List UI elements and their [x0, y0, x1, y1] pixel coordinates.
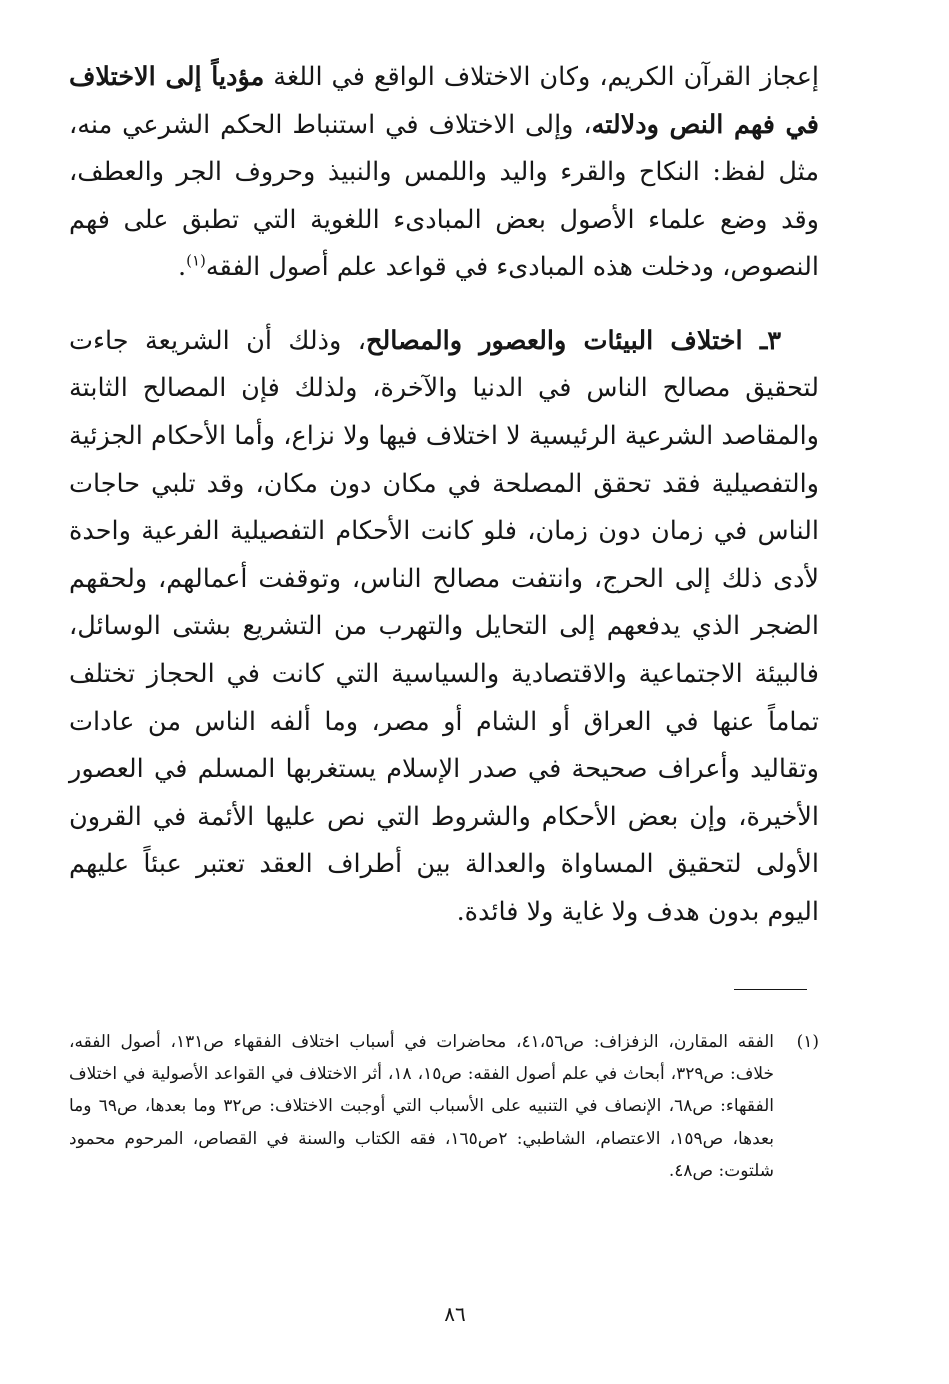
text-run: إعجاز القرآن الكريم، وكان الاختلاف الواقع في اللغة — [264, 62, 819, 92]
footnote-reference: (١) — [186, 251, 206, 270]
body-text — [69, 54, 819, 936]
text-run: ، وإلى الاختلاف في استنباط الحكم الشرعي منه، مثل لفظ: النكاح والقرء واليد واللمس والنبيذ وحروف الجر والعطف، وقد وضع علماء الأصول بعض المبادىء اللغوية التي تطبق على فهم النصوص، ودخلت هذه المبادىء في قواعد علم أصول الفقه — [69, 109, 819, 283]
footnote-number: (١) — [796, 1032, 819, 1052]
paragraph — [69, 318, 819, 937]
section-heading: ٣ـ اختلاف البيئات والعصور والمصالح — [366, 325, 782, 356]
bold-phrase: مؤدياً إلى الاختلاف في فهم النص ودلالته — [69, 62, 819, 140]
footnote-divider — [734, 989, 807, 990]
page-number: ٨٦ — [444, 1302, 466, 1326]
text-run: . — [178, 252, 187, 283]
text-run: ، وذلك أن الشريعة جاءت لتحقيق مصالح الناس في الدنيا والآخرة، ولذلك فإن المصالح الثابتة والمقاصد الشرعية الرئيسية لا اختلاف فيها ولا نزاع، وأما الأحكام الجزئية والتفصيلية فقد تحقق المصلحة في مكان دون مكان، وقد تلبي حاجات الناس في زمان دون زمان، فلو كانت الأحكام التفصيلية الفرعية واحدة لأدى ذلك إلى الحرج، وانتفت مصالح الناس، وتوقفت أعمالهم، ولحقهم الضجر الذي يدفعهم إلى التحايل والتهرب من التشريع بشتى الوسائل، فالبيئة الاجتماعية والاقتصادية والسياسية التي كانت في الحجاز تختلف تماماً عنها في العراق أو الشام أو مصر، وما ألفه الناس من عادات وتقاليد وأعراف صحيحة في صدر الإسلام يستغربها المسلم في العصور الأخيرة، وإن بعض الأحكام والشروط التي نص عليها الأئمة في القرون الأولى لتحقيق المساواة والعدالة بين أطراف العقد تعتبر عبئاً عليهم اليوم بدون هدف ولا غاية ولا فائدة. — [69, 325, 819, 927]
paragraph — [69, 54, 819, 292]
footnote-text: الفقه المقارن، الزفزاف: ص٤١،٥٦، محاضرات في أسباب اختلاف الفقهاء ص١٣١، أصول الفقه، خلاف: ص٣٢٩، أبحاث في علم أصول الفقه: ص١٥، ١٨، أثر الاختلاف في القواعد الأصولية في اختلاف الفقهاء: ص٦٨، الإنصاف في التنبيه على الأسباب التي أوجبت الاختلاف: ص٣٢ وما بعدها، ص٦٩ وما بعدها، ص١٥٩، الاعتصام، الشاطبي: ٢ص١٦٥، فقه الكتاب والسنة في القصاص، المرحوم محمود شلتوت: ص٤٨. — [69, 1032, 774, 1181]
footnote — [69, 1026, 819, 1187]
